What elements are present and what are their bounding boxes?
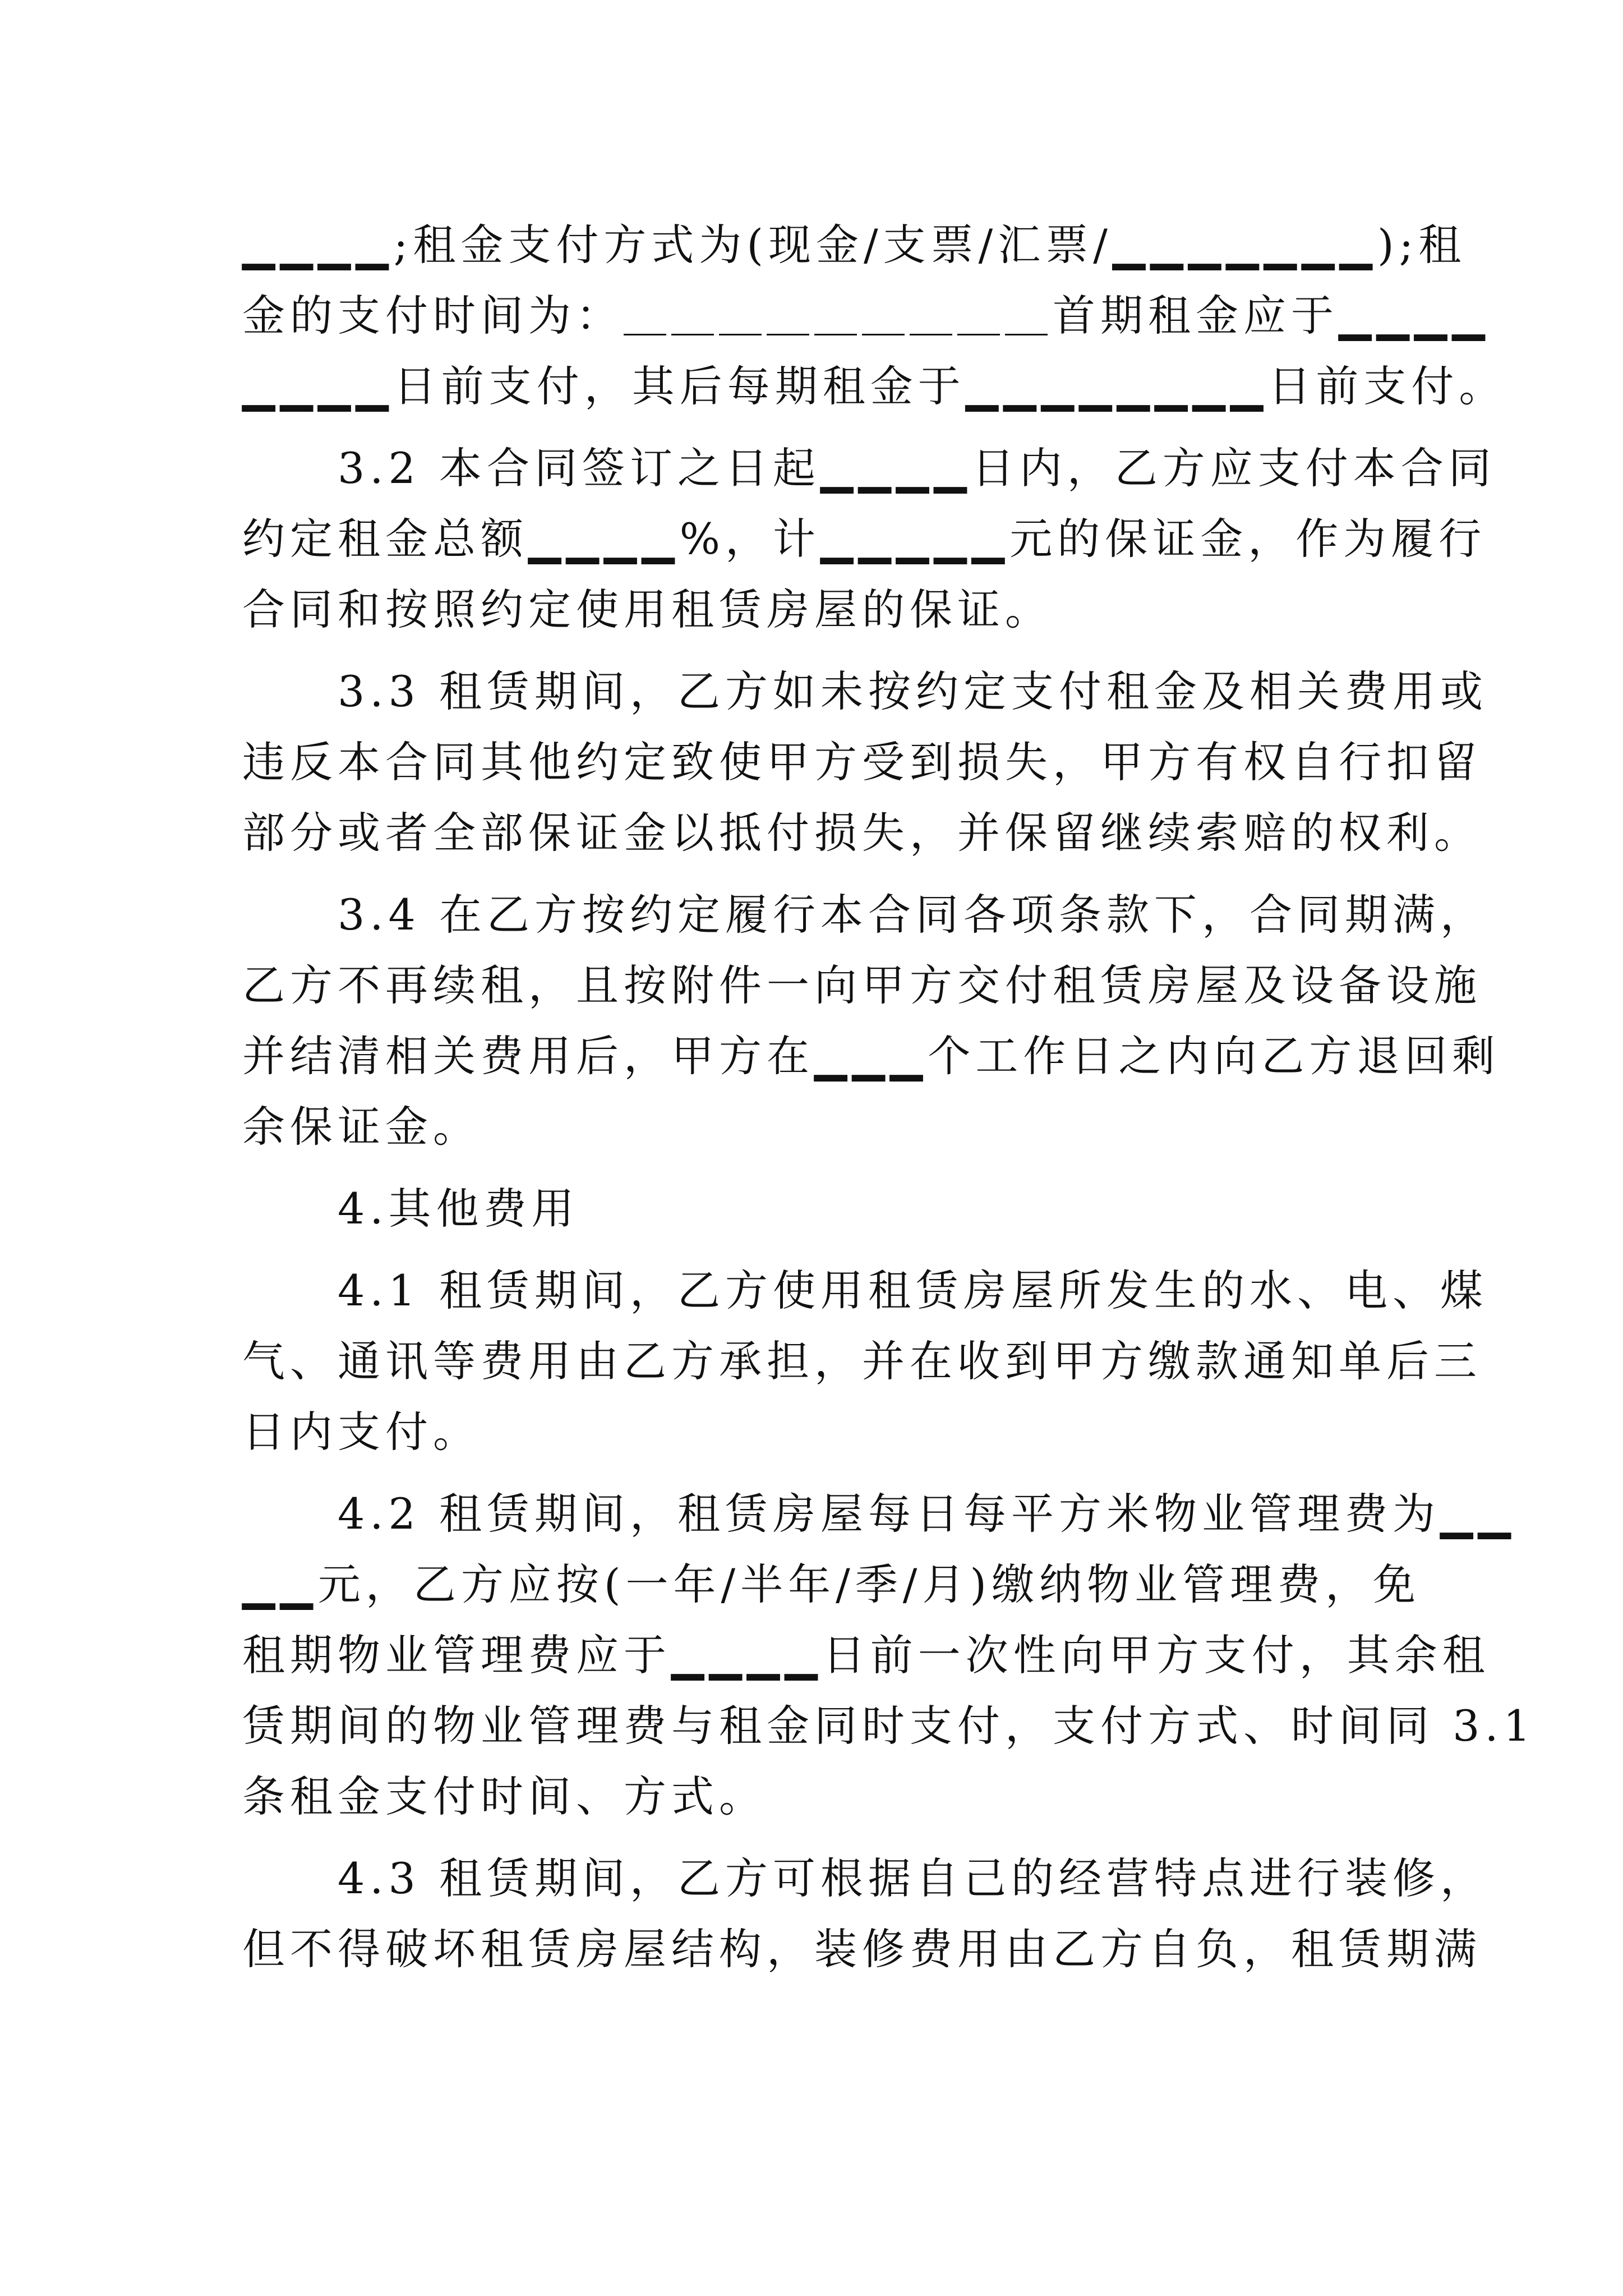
- text-line-24: 但不得破坏租赁房屋结构，装修费用由乙方自负，租赁期满: [242, 1924, 1482, 1974]
- text-line-12: 并结清相关费用后，甲方在▁▁▁个工作日之内向乙方退回剩: [242, 1031, 1500, 1081]
- text-line-16: 气、通讯等费用由乙方承担，并在收到甲方缴款通知单后三: [242, 1336, 1482, 1386]
- text-line-21: 赁期间的物业管理费与租金同时支付，支付方式、时间同 3.1: [242, 1701, 1536, 1751]
- text-line-11: 乙方不再续租，且按附件一向甲方交付租赁房屋及设备设施: [242, 960, 1482, 1010]
- text-line-2: 金的支付时间为：＿＿＿＿＿＿＿＿＿首期租金应于▁▁▁▁: [242, 291, 1490, 341]
- text-line-14: 4.其他费用: [242, 1184, 579, 1234]
- text-line-7: 3.3 租赁期间，乙方如未按约定支付租金及相关费用或: [242, 666, 1488, 716]
- text-line-1: ▁▁▁▁;租金支付方式为(现金/支票/汇票/▁▁▁▁▁▁▁);租: [242, 220, 1467, 270]
- text-line-22: 条租金支付时间、方式。: [242, 1772, 767, 1821]
- text-line-19: ▁▁元，乙方应按(一年/半年/季/月)缴纳物业管理费，免: [242, 1559, 1421, 1609]
- text-line-20: 租期物业管理费应于▁▁▁▁日前一次性向甲方支付，其余租: [242, 1630, 1490, 1680]
- text-line-3: ▁▁▁▁日前支付，其后每期租金于▁▁▁▁▁▁▁▁日前支付。: [242, 361, 1507, 411]
- text-line-9: 部分或者全部保证金以抵付损失，并保留继续索赔的权利。: [242, 808, 1482, 858]
- text-line-4: 3.2 本合同签订之日起▁▁▁▁日内，乙方应支付本合同: [242, 443, 1496, 493]
- text-line-15: 4.1 租赁期间，乙方使用租赁房屋所发生的水、电、煤: [242, 1266, 1488, 1315]
- text-line-23: 4.3 租赁期间，乙方可根据自己的经营特点进行装修，: [242, 1853, 1488, 1903]
- text-line-18: 4.2 租赁期间，租赁房屋每日每平方米物业管理费为▁▁: [242, 1489, 1516, 1539]
- text-line-13: 余保证金。: [242, 1102, 481, 1152]
- text-line-17: 日内支付。: [242, 1407, 481, 1457]
- text-line-5: 约定租金总额▁▁▁▁%，计▁▁▁▁▁元的保证金，作为履行: [242, 514, 1487, 564]
- text-line-10: 3.4 在乙方按约定履行本合同各项条款下，合同期满，: [242, 890, 1488, 940]
- text-line-6: 合同和按照约定使用租赁房屋的保证。: [242, 585, 1053, 634]
- text-line-8: 违反本合同其他约定致使甲方受到损失，甲方有权自行扣留: [242, 737, 1482, 787]
